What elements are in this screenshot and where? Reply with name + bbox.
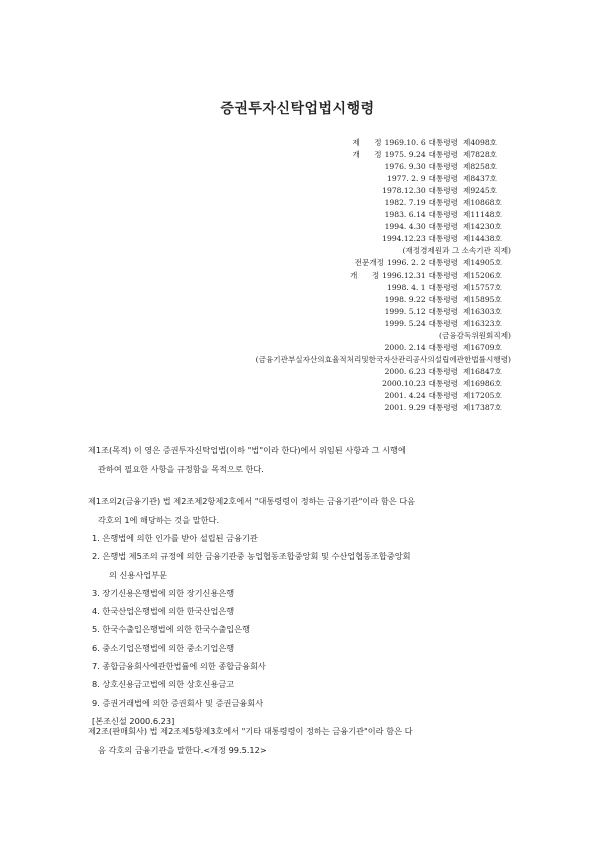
history-entry — [111, 173, 511, 185]
history-date: 1977. 2. 9 — [387, 174, 426, 184]
article-1-2-items — [88, 529, 512, 712]
list-item: 6. 중소기업은행법에 의한 중소기업은행 — [92, 642, 235, 653]
history-entry — [111, 209, 511, 221]
article-2-line-2: 음 각호의 금융기관을 말한다.<개정 99.5.12> — [98, 744, 267, 755]
history-number: 제11148호 — [463, 210, 502, 220]
history-entry — [111, 390, 511, 402]
history-date: 1994. 4.30 — [384, 222, 426, 232]
history-entry — [111, 402, 511, 414]
history-kind: 대통령령 — [428, 186, 458, 196]
history-number: 제15206호 — [463, 270, 502, 280]
article-2 — [88, 722, 512, 759]
document-title: 증권투자신탁업법시행령 — [220, 101, 375, 117]
history-number: 제16847호 — [463, 366, 502, 376]
history-kind: 대통령령 — [428, 162, 458, 172]
history-number: 제14230호 — [463, 222, 502, 232]
history-kind: 대통령령 — [428, 270, 458, 280]
article-1 — [88, 441, 512, 478]
history-kind: 대통령령 — [428, 150, 458, 160]
history-kind: 대통령령 — [428, 318, 458, 328]
history-number: 제14905호 — [463, 258, 502, 268]
history-entry — [111, 378, 511, 390]
list-item: 7. 종합금융회사에관한법률에 의한 종합금융회사 — [92, 661, 266, 672]
history-date: 2000. 2.14 — [384, 342, 426, 352]
history-entry — [111, 282, 511, 294]
history-date: 1996.12.31 — [382, 270, 426, 280]
history-number: 제10868호 — [463, 198, 502, 208]
history-entry — [111, 149, 511, 161]
list-item: 2. 은행법 제5조의 규정에 의한 금융기관중 농업협동조합중앙회 및 수산업협동조합중앙회 — [92, 551, 411, 562]
history-label: 제 정 — [352, 138, 382, 147]
history-date: 2001. 9.29 — [384, 403, 426, 413]
history-entry — [111, 366, 511, 378]
history-date: 1996. 2. 2 — [387, 258, 426, 268]
history-kind: 대통령령 — [428, 378, 458, 388]
history-entry — [111, 185, 511, 197]
history-entry — [111, 161, 511, 173]
history-kind: 대통령령 — [428, 234, 458, 244]
history-kind: 대통령령 — [428, 222, 458, 232]
list-item: 1. 은행법에 의한 인가를 받아 설립된 금융기관 — [92, 533, 258, 543]
history-date: 2001. 4.24 — [384, 390, 426, 400]
article-1-2-line-2: 각호의 1에 해당하는 것을 말한다. — [98, 514, 220, 525]
list-item: 8. 상호신용금고법에 의한 상호신용금고 — [92, 679, 235, 690]
list-item: 의 신용사업부문 — [109, 569, 167, 580]
history-number: 제16323호 — [463, 318, 502, 328]
history-number: 제17205호 — [463, 390, 502, 400]
history-kind: 대통령령 — [428, 366, 458, 376]
history-entry — [111, 306, 511, 318]
history-label: 전문개정 — [354, 258, 384, 268]
article-1-line-2: 관하여 필요한 사항을 규정함을 목적으로 한다. — [98, 463, 264, 474]
history-kind: 대통령령 — [428, 294, 458, 304]
history-date: 1983. 6.14 — [384, 210, 426, 220]
history-number: 제16986호 — [463, 378, 502, 388]
article-1-2-line-1: 제1조의2(금융기관) 법 제2조제2항제2호에서 "대통령령이 정하는 금융기관"이라 함은 다음 — [88, 496, 416, 506]
history-number: 제4098호 — [463, 138, 497, 147]
history-label: 개 정 — [352, 150, 382, 160]
history-entry — [111, 257, 511, 269]
list-item: 5. 한국수출입은행법에 의한 한국수출입은행 — [92, 624, 250, 635]
history-kind: 대통령령 — [428, 342, 458, 352]
history-note-text: (재정경제원과 그 소속기관 직제) — [402, 246, 511, 256]
history-date: 2000. 6.23 — [384, 366, 426, 376]
history-date: 1969.10. 6 — [384, 138, 426, 147]
history-kind: 대통령령 — [428, 174, 458, 184]
history-kind: 대통령령 — [428, 210, 458, 220]
history-entry — [111, 197, 511, 209]
history-number: 제8258호 — [463, 162, 497, 172]
history-number: 제15895호 — [463, 294, 502, 304]
history-number: 제17387호 — [463, 403, 502, 413]
history-entry — [111, 294, 511, 306]
history-number: 제14438호 — [463, 234, 502, 244]
article-2-line-1: 제2조(판매회사) 법 제2조제5항제3호에서 "기타 대통령령이 정하는 금융기관"이라 함은 다 — [88, 726, 413, 736]
amendment-history — [111, 137, 511, 414]
history-date: 2000.10.23 — [382, 378, 426, 388]
history-entry — [111, 318, 511, 330]
article-1-2-note: [본조신설 2000.6.23] — [92, 715, 175, 726]
history-number: 제15757호 — [463, 282, 502, 292]
history-date: 1994.12.23 — [382, 234, 426, 244]
list-item: 9. 증권거래법에 의한 증권회사 및 증권금융회사 — [92, 697, 264, 708]
history-number: 제7828호 — [463, 150, 497, 160]
history-date: 1976. 9.30 — [384, 162, 426, 172]
history-date: 1982. 7.19 — [384, 198, 426, 208]
history-number: 제16303호 — [463, 306, 502, 316]
history-entry — [111, 137, 511, 149]
history-date: 1999. 5.12 — [384, 306, 426, 316]
history-entry — [111, 342, 511, 354]
history-note — [111, 354, 511, 366]
list-item: 3. 장기신용은행법에 의한 장기신용은행 — [92, 587, 235, 598]
history-kind: 대통령령 — [428, 306, 458, 316]
history-date: 1998. 4. 1 — [387, 282, 426, 292]
history-entry — [111, 233, 511, 245]
history-kind: 대통령령 — [428, 258, 458, 268]
list-item: 4. 한국산업은행법에 의한 한국산업은행 — [92, 606, 235, 617]
history-note — [111, 245, 511, 257]
history-number: 제16709호 — [463, 342, 502, 352]
history-note-text: (금융감독위원회직제) — [439, 330, 511, 340]
history-note — [111, 330, 511, 342]
history-date: 1998. 9.22 — [384, 294, 426, 304]
history-number: 제9245호 — [463, 186, 497, 196]
history-kind: 대통령령 — [428, 138, 458, 147]
history-note-text: (금융기관부실자산의효율적처리및한국자산관리공사의설립에관한법률시행령) — [255, 354, 511, 364]
history-date: 1978.12.30 — [382, 186, 426, 196]
history-number: 제8437호 — [463, 174, 497, 184]
history-kind: 대통령령 — [428, 390, 458, 400]
history-date: 1975. 9.24 — [384, 150, 426, 160]
history-kind: 대통령령 — [428, 403, 458, 413]
history-entry — [111, 221, 511, 233]
article-1-line-1: 제1조(목적) 이 영은 증권투자신탁업법(이하 "법"이라 한다)에서 위임된 사항과 그 시행에 — [88, 445, 406, 455]
history-label: 개 정 — [350, 270, 380, 280]
history-entry — [111, 270, 511, 282]
history-kind: 대통령령 — [428, 282, 458, 292]
history-kind: 대통령령 — [428, 198, 458, 208]
history-date: 1999. 5.24 — [384, 318, 426, 328]
article-1-2 — [88, 492, 512, 730]
